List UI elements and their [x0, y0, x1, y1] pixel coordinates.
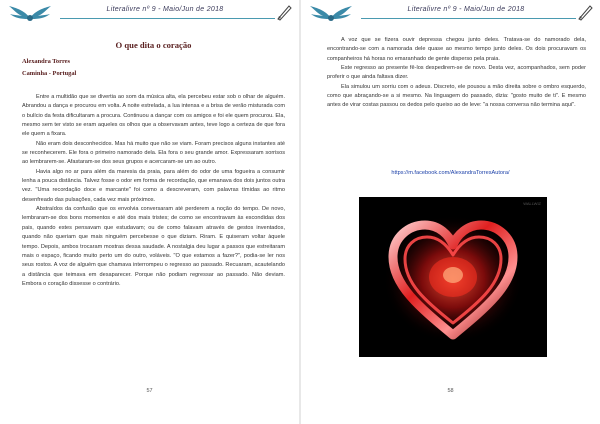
- paragraph: Abstraídos da confusão que os envolvia conversaram até perderem a noção do tempo. De novo, lembraram-se dos bons momentos e até dos mais tristes; de como se encontravam às escondidas dos pais, quando estes pensavam que estudavam; ou de como falavam através de gestos inventados, quando não queriam que mais ninguém percebesse o que diziam. Riram. E quiseram voltar àquele tempo. Depois, ambos trocaram mostras dessa saudade. A nostalgia deu lugar a passos que estreitaram mais o espaço, ficando muito perto um do outro, voláveis. "O que estamos a fazer?", podia-se ler nos seus rostos. A voz de alguém que chamava interrompeu o regresso ao passado. Recuaram, acautelando a distância que teimava em desaparecer. Porque não podiam regressar ao passado. Não deviam. Embora o coração dissesse o contrário.: [22, 206, 285, 287]
- right-page: [301, 0, 600, 424]
- header-rule: [361, 18, 576, 19]
- paragraph: Este regresso ao presente fê-los despedirem-se de novo. Desta vez, acompanhados, sem poder proferir o que ainda faltava dizer.: [327, 65, 586, 81]
- page-header: [301, 0, 600, 26]
- article-content: [22, 40, 285, 289]
- heart-image: [359, 197, 547, 357]
- magazine-header-title: Literalivre nº 9 - Maio/Jun de 2018: [407, 6, 525, 13]
- author-location: Caminha - Portugal: [22, 70, 77, 77]
- winged-emblem-icon: [309, 2, 353, 24]
- author-name: Alexandra Torres: [22, 58, 70, 65]
- paragraph: Entre a multidão que se divertia ao som da música alta, ela percebeu estar sob o olhar de alguém. Abrandou a dança e procurou em volta. A noite estrelada, a lua intensa e a brisa de verão misturada com o bulício da festa dificultaram a procura. Continuou a dançar com os amigos e foi ele quem procurou. Ela, mesmo sem ter visto se eram aqueles os olhos que a observavam antes, teve logo a certeza de que fora ele quem a fixara.: [22, 94, 285, 138]
- left-page: [0, 0, 299, 424]
- paragraph: Não eram dois desconhecidos. Mas há muito que não se viam. Foram precisos alguns instantes até se reconhecerem. Ele fora o primeiro namorado dela. Ela fora o seu grande amor. Expressaram sorrisos ao lembrarem-se. Afastaram-se dos seus grupos e acercaram-se um ao outro.: [22, 140, 285, 166]
- article-title: O que dita o coração: [115, 40, 192, 50]
- header-rule: [60, 18, 275, 19]
- paragraph: Havia algo no ar para além da maresia da praia, para além do odor de uma fogueira a consumir lenha a pouca distância. Talvez fosse o odor em forma de recordação, que emanava dos dois juntos outra vez. "Uma recordação doce e marcante" foi como a descreveram, com palavras tímidas ao ritmo desenfreado das pulsações, cada vez mais próximos.: [22, 168, 285, 203]
- paragraph: A voz que se fizera ouvir depressa chegou junto deles. Tratava-se do namorado dela, encontrando-se com a namorada dele quase ao mesmo tempo junto deles. Os dois procuravam os companheiros há horas no emaranhado de gente disperso pela praia.: [327, 37, 586, 62]
- paragraph: Ela simulou um sorriu com o adeus. Discreto, ele pousou a mão direita sobre o ombro esquerdo, como que abraçando-se a si mesmo. Na linguagem do passado, dizia: "gosto muito de ti". E mesmo antes de virar costas passou os dedos pelo queixo ao de leve: "a nossa conversa não termina aqui".: [327, 83, 586, 109]
- quill-pen-icon: [275, 3, 293, 21]
- article-content: [327, 36, 586, 111]
- glowing-heart-icon: [359, 197, 547, 357]
- image-watermark: WALLWIZ: [523, 201, 541, 206]
- page-header: [0, 0, 299, 26]
- author-facebook-link[interactable]: https://m.facebook.com/AlexandraTorresAutora/: [391, 170, 510, 176]
- quill-pen-icon: [576, 3, 594, 21]
- page-number: 57: [146, 388, 153, 394]
- page-number: 58: [447, 388, 454, 394]
- magazine-header-title: Literalivre nº 9 - Maio/Jun de 2018: [106, 6, 224, 13]
- winged-emblem-icon: [8, 2, 52, 24]
